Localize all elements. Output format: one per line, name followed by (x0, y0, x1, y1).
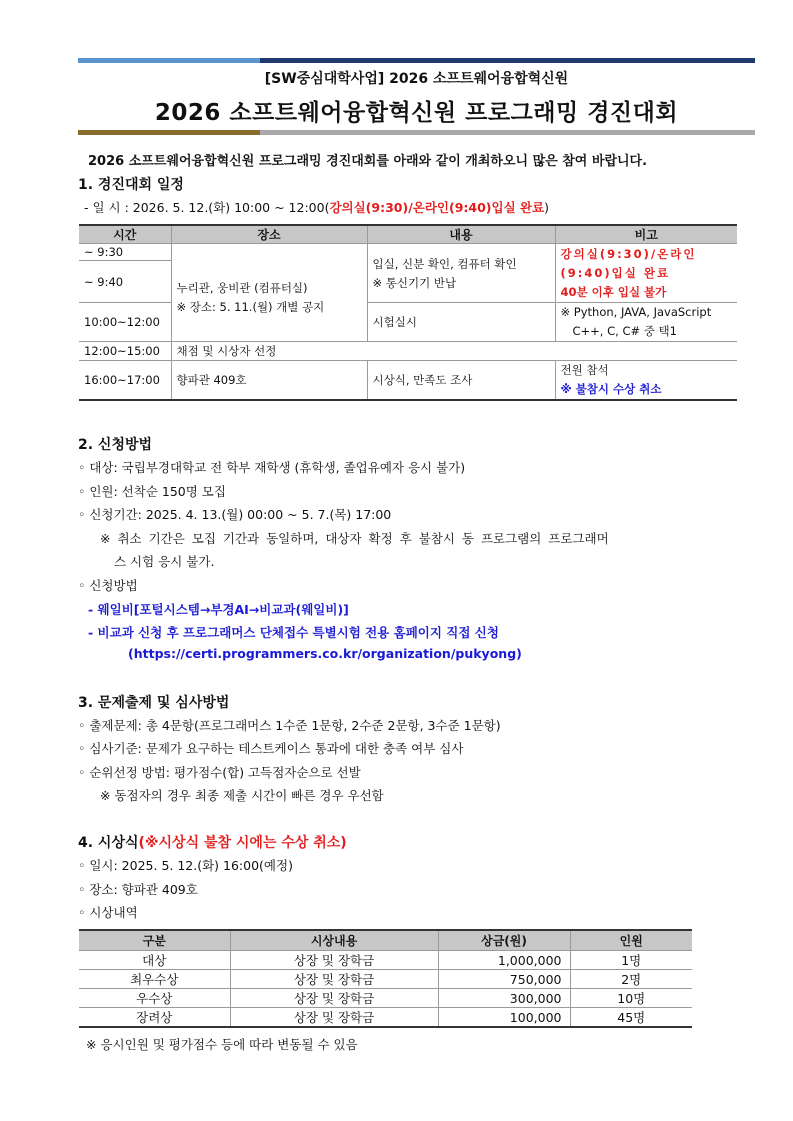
section4-heading: 4. 시상식(※시상식 불참 시에는 수상 취소) (78, 835, 347, 851)
schedule-time: 16:00~17:00 (79, 361, 171, 401)
schedule-note-exam: ※ Python, JAVA, JavaScript C++, C, C# 중 택1 (555, 303, 737, 342)
apply-period: ◦ 신청기간: 2025. 4. 13.(월) 00:00 ~ 5. 7.(목) 17:00 (78, 507, 392, 522)
document-subtitle: [SW중심대학사업] 2026 소프트웨어융합혁신원 (264, 71, 569, 87)
schedule-table (79, 224, 737, 401)
schedule-place-note: ※ 장소: 5. 11.(월) 개별 공지 (176, 300, 325, 314)
cancel-note-cont: 스 시험 응시 불가. (114, 554, 215, 569)
schedule-header-time: 시간 (79, 225, 171, 244)
schedule-content-cell (367, 244, 555, 303)
section2-heading: 2. 신청방법 (78, 437, 153, 453)
schedule-time: 10:00~12:00 (79, 303, 171, 342)
prize-header-award: 시상내용 (230, 930, 438, 951)
prize-header-category: 구분 (79, 930, 230, 951)
section1-heading: 1. 경진대회 일정 (78, 177, 184, 193)
schedule-place-cell (171, 244, 367, 342)
apply-method: ◦ 신청방법 (78, 578, 138, 593)
schedule-time: 12:00~15:00 (79, 342, 171, 361)
apply-count: ◦ 인원: 선착순 150명 모집 (78, 484, 226, 499)
table-row: 대상 상장 및 장학금 1,000,000 1명 (79, 951, 692, 970)
apply-method-whalebee: - 웨일비[포털시스템→부경AI→비교과(웨일비)] (88, 602, 349, 617)
award-place: ◦ 장소: 향파관 409호 (78, 882, 198, 897)
header-top-bar (78, 58, 755, 63)
prize-table (79, 929, 692, 1028)
schedule-place-award: 향파관 409호 (171, 361, 367, 401)
schedule-place-main: 누리관, 웅비관 (컴퓨터실) (176, 281, 308, 295)
problem-count: ◦ 출제문제: 총 4문항(프로그래머스 1수준 1문항, 2수준 2문항, 3수준 1문항) (78, 718, 501, 733)
event-date-line: - 일 시 : 2026. 5. 12.(화) 10:00 ~ 12:00(강의실(9:30)/온라인(9:40)입실 완료) (84, 200, 550, 215)
prize-header-amount: 상금(원) (438, 930, 570, 951)
document-title: 2026 소프트웨어융합혁신원 프로그래밍 경진대회 (154, 100, 679, 126)
schedule-header-content: 내용 (367, 225, 555, 244)
section3-heading: 3. 문제출제 및 심사방법 (78, 695, 230, 711)
header-bottom-bar (78, 130, 755, 135)
judging-criteria: ◦ 심사기준: 문제가 요구하는 테스트케이스 통과에 대한 충족 여부 심사 (78, 741, 464, 756)
prize-header-people: 인원 (570, 930, 692, 951)
schedule-note-entry: 강의실(9:30)/온라인(9:40)입실 완료 40분 이후 입실 불가 (555, 244, 737, 303)
apply-target: ◦ 대상: 국립부경대학교 전 학부 재학생 (휴학생, 졸업유예자 응시 불가) (78, 460, 466, 475)
schedule-header-place: 장소 (171, 225, 367, 244)
award-date: ◦ 일시: 2025. 5. 12.(화) 16:00(예정) (78, 858, 293, 873)
schedule-content-exam: 시험실시 (367, 303, 555, 342)
apply-url-link[interactable]: (https://certi.programmers.co.kr/organization/pukyong) (128, 646, 522, 661)
schedule-header-note: 비고 (555, 225, 737, 244)
schedule-content-award: 시상식, 만족도 조사 (367, 361, 555, 401)
apply-method-programmers: - 비교과 신청 후 프로그래머스 단체접수 특별시험 전용 홈페이지 직접 신청 (88, 625, 499, 640)
tie-break-note: ※ 동점자의 경우 최종 제출 시간이 빠른 경우 우선함 (100, 788, 384, 803)
ranking-method: ◦ 순위선정 방법: 평가점수(합) 고득점자순으로 선발 (78, 765, 361, 780)
schedule-grading: 채점 및 시상자 선정 (171, 342, 737, 361)
schedule-content-entry-note: ※ 통신기기 반납 (372, 275, 457, 290)
award-details: ◦ 시상내역 (78, 905, 138, 920)
schedule-note-award: 전원 참석 ※ 불참시 수상 취소 (555, 361, 737, 401)
prize-footnote: ※ 응시인원 및 평가점수 등에 따라 변동될 수 있음 (86, 1037, 358, 1052)
intro-text: 2026 소프트웨어융합혁신원 프로그래밍 경진대회를 아래와 같이 개최하오니 많은 참여 바랍니다. (88, 154, 648, 169)
table-row: 장려상 상장 및 장학금 100,000 45명 (79, 1008, 692, 1028)
schedule-time: ~ 9:40 (79, 261, 171, 303)
schedule-time: ~ 9:30 (79, 244, 171, 261)
table-row: 우수상 상장 및 장학금 300,000 10명 (79, 989, 692, 1008)
cancel-note: ※ 취소 기간은 모집 기간과 동일하며, 대상자 확정 후 불참시 동 프로그램의 프로그래머 (100, 531, 609, 546)
table-row: 최우수상 상장 및 장학금 750,000 2명 (79, 970, 692, 989)
schedule-content-entry: 입실, 신분 확인, 컴퓨터 확인 (372, 256, 517, 271)
